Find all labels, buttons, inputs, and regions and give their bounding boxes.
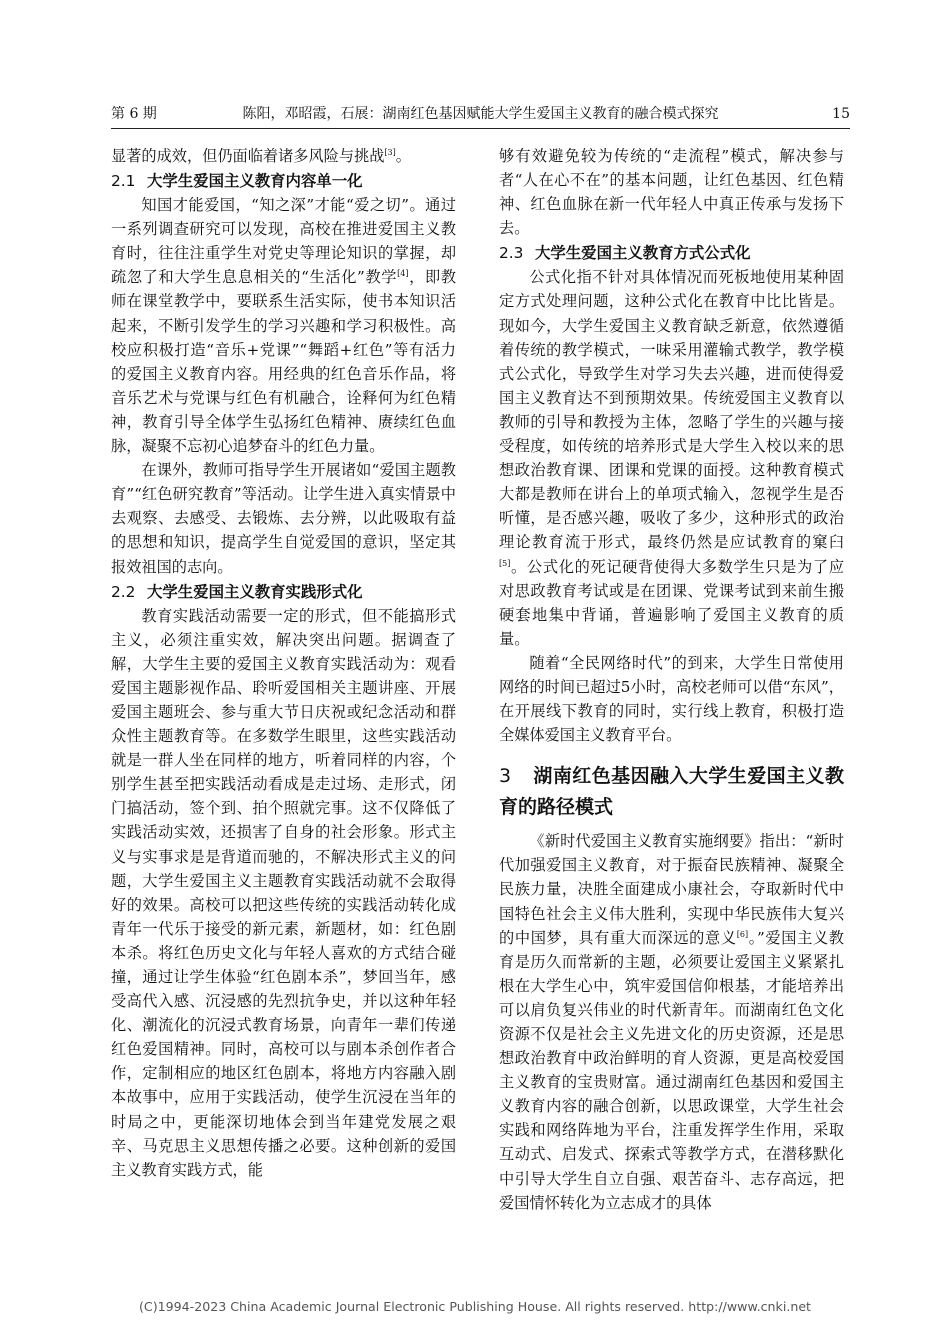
section-heading-2-2: 2.2 大学生爱国主义教育实践形式化 xyxy=(111,582,363,601)
section-heading-2-1: 2.1 大学生爱国主义教育内容单一化 xyxy=(111,172,363,191)
citation-4[interactable]: [4] xyxy=(397,269,409,279)
paragraph: 随着“全民网络时代”的到来，大学生日常使用网络的时间已超过5小时，高校老师可以借“东风”，在开展线下教育的同时，实行线上教育，积极打造全媒体爱国主义教育平台。 xyxy=(499,653,844,745)
paragraph-continued: 显著的成效，但仍面临着诸多风险与挑战[3]。 xyxy=(111,147,411,165)
left-column xyxy=(111,144,456,1182)
page-number: 15 xyxy=(832,106,850,122)
paragraph: 《新时代爱国主义教育实施纲要》指出：“新时代加强爱国主义教育，对于振奋民族精神、凝聚全民族力量，决胜全面建成小康社会，夺取新时代中国特色社会主义伟大胜利，实现中华民族伟大复兴的中国梦，具有重大而深远的意义[6]。”爱国主义教育是历久而常新的主题，必须要让爱国主义紧紧扎根在大学生心中，筑牢爱国信仰根基，才能培养出可以肩负复兴伟业的时代新青年。而湖南红色文化资源不仅是社会主义先进文化的历史资源，还是思想政治教育中政治鲜明的育人资源，更是高校爱国主义教育的宝贵财富。通过湖南红色基因和爱国主义教育内容的融合创新，以思政课堂，大学生社会实践和网络阵地为平台，注重发挥学生作用，采取互动式、启发式、探索式等教学方式，在潜移默化中引导大学生自立自强、艰苦奋斗、志存高远，把爱国情怀转化为立志成才的具体 xyxy=(499,832,844,1212)
header-rule xyxy=(111,128,850,129)
paragraph: 知国才能爱国，“知之深”才能“爱之切”。通过一系列调查研究可以发现，高校在推进爱国主义教育时，往往注重学生对党史等理论知识的掌握，却疏忽了和大学生息息相关的“生活化”教学[4]，即教师在课堂教学中，要联系生活实际，使书本知识活起来，不断引发学生的学习兴趣和学习积极性。高校应积极打造“音乐+党课”“舞蹈+红色”等有活力的爱国主义教育内容。用经典的红色音乐作品，将音乐艺术与党课与红色有机融合，诠释何为红色精神，教育引导全体学生弘扬红色精神、赓续红色血脉，凝聚不忘初心追梦奋斗的红色力量。 xyxy=(111,196,457,456)
paragraph-continued: 够有效避免较为传统的“走流程”模式，解决参与者“人在心不在”的基本问题，让红色基因、红色精神、红色血脉在新一代年轻人中真正传承与发扬下去。 xyxy=(499,147,844,238)
issue-label: 第 6 期 xyxy=(111,106,157,122)
citation-5[interactable]: [5] xyxy=(499,558,511,568)
section-heading-2-3: 2.3 大学生爱国主义教育方式公式化 xyxy=(499,244,751,263)
right-column xyxy=(499,144,844,1215)
running-header xyxy=(111,104,850,124)
paragraph: 教育实践活动需要一定的形式，但不能搞形式主义，必须注重实效，解决突出问题。据调查了解，大学生主要的爱国主义教育实践活动为：观看爱国主题影视作品、聆听爱国相关主题讲座、开展爱国主题班会、参与重大节日庆祝或纪念活动和群众性主题教育等。在多数学生眼里，这些实践活动就是一群人坐在同样的地方，听着同样的内容，个别学生甚至把实践活动看成是走过场、走形式，闭门搞活动，签个到、拍个照就完事。这不仅降低了实践活动实效，还损害了自身的社会形象。形式主义与实事求是是背道而驰的，不解决形式主义的问题，大学生爱国主义主题教育实践活动就不会取得好的效果。高校可以把这些传统的实践活动转化成青年一代乐于接受的新元素，新题材，如：红色剧本杀。将红色历史文化与年轻人喜欢的方式结合碰撞，通过让学生体验“红色剧本杀”，梦回当年，感受高代入感、沉浸感的先烈抗争史，并以这种年轻化、潮流化的沉浸式教育场景，向青年一辈们传递红色爱国精神。同时，高校可以与剧本杀创作者合作，定制相应的地区红色剧本，将地方内容融入剧本故事中，应用于实践活动，使学生沉浸在当年的时局之中，更能深切地体会到当年建党发展之艰辛、马克思主义思想传播之必要。这种创新的爱国主义教育实践方式，能 xyxy=(111,606,456,1179)
citation-3[interactable]: [3] xyxy=(384,147,396,157)
paragraph: 公式化指不针对具体情况而死板地使用某种固定方式处理问题，这种公式化在教育中比比皆是。现如今，大学生爱国主义教育缺乏新意，依然遵循着传统的教学模式，一味采用灌输式教学，教学模式公式化，导致学生对学习失去兴趣，进而使得爱国主义教育达不到预期效果。传统爱国主义教育以教师的引导和教授为主体，忽略了学生的兴趣与接受程度，如传统的培养形式是大学生入校以来的思想政治教育课、团课和党课的面授。这种教育模式大都是教师在讲台上的单项式输入，忽视学生是否听懂，是否感兴趣，吸收了多少，这种形式的政治理论教育流于形式，最终仍然是应试教育的窠臼[5]。公式化的死记硬背使得大多数学生只是为了应对思政教育考试或是在团课、党课考试到来前生搬硬套地集中背诵，普遍影响了爱国主义教育的质量。 xyxy=(499,268,844,648)
section-heading-3: 3 湖南红色基因融入大学生爱国主义教育的路径模式 xyxy=(499,765,844,819)
paragraph: 在课外，教师可指导学生开展诸如“爱国主题教育”“红色研究教育”等活动。让学生进入真实情景中去观察、去感受、去锻炼、去分辨，以此吸取有益的思想和知识，提高学生自觉爱国的意识，坚定其报效祖国的志向。 xyxy=(111,461,456,576)
copyright-footer: (C)1994-2023 China Academic Journal Electronic Publishing House. All rights reserved. http://www.cnki.net xyxy=(139,1299,811,1314)
citation-6[interactable]: [6] xyxy=(736,929,749,939)
running-title: 陈阳，邓昭霞，石展：湖南红色基因赋能大学生爱国主义教育的融合模式探究 xyxy=(242,106,719,122)
